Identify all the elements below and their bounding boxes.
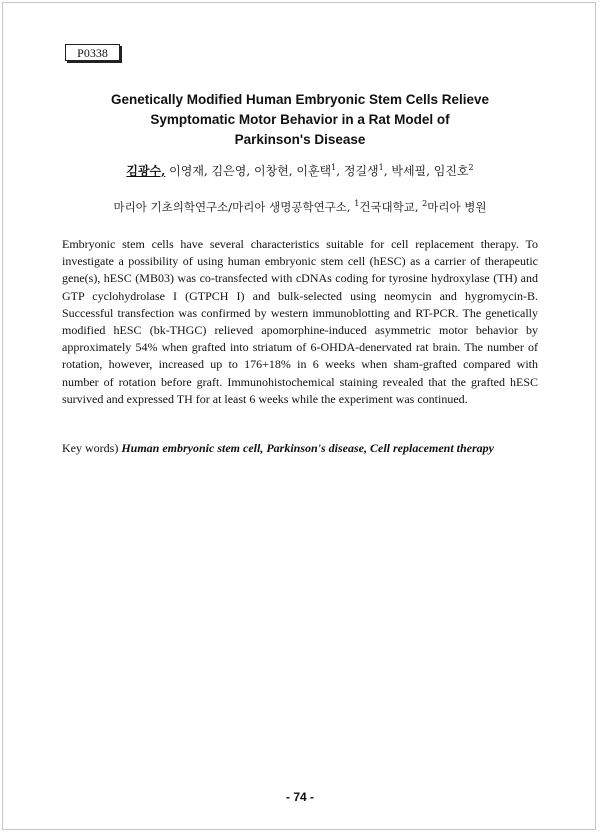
page-number: - 74 - [285, 790, 314, 804]
author-group-1: 이영재, 김은영, 이창현, 이훈택 [165, 164, 332, 178]
affiliation-mark-2: 2 [422, 199, 428, 209]
affiliation-2: 마리아 병원 [427, 200, 487, 214]
affiliation-main: 마리아 기초의학연구소/마리아 생명공학연구소, [113, 200, 355, 214]
author-affiliation-mark-1: 1 [331, 163, 337, 172]
author-list [40, 163, 560, 179]
author-group-2: , 정길생 [336, 164, 379, 178]
poster-id-box: P0338 [65, 44, 120, 61]
title-line-2: Symptomatic Motor Behavior in a Rat Model of [150, 112, 450, 127]
keywords-label: Key words) [62, 441, 122, 455]
affiliation-1: 건국대학교, [359, 200, 423, 214]
keywords-line [62, 440, 542, 456]
author-group-3: , 박세필, 임진호 [383, 164, 469, 178]
presenting-author: 김광수, [126, 164, 166, 178]
title-line-1: Genetically Modified Human Embryonic Stem Cells Relieve [110, 92, 490, 107]
abstract-body: Embryonic stem cells have several characteristics suitable for cell replacement therapy. To investigate a possibility of using human embryonic stem cell (hESC) as a carrier of therapeutic gene(s), hESC (MB03) was co-transfected with cDNAs coding for tyrosine hydroxylase (TH) and GTP cyclohydrolase I (GTPCH I) and bulk-selected using neomycin and hygromycin-B. Successful transfection was confirmed by western immunoblotting and RT-PCR. The genetically modified hESC (bk-THGC) relieved apomorphine-induced asymmetric motor behavior by approximately 54% when grafted into striatum of 6-OHDA-denervated rat brain. The number of rotation, however, increased up to 176+18% in 6 weeks when sham-grafted compared with number of rotation before graft. Immunohistochemical staining revealed that the grafted hESC survived and expressed TH for at least 6 weeks while the experiment was continued. [62, 237, 538, 406]
author-affiliation-mark-2: 1 [378, 163, 384, 172]
keywords-terms: Human embryonic stem cell, Parkinson's disease, Cell replacement therapy [121, 441, 494, 455]
affiliation-list [40, 199, 560, 215]
paper-title [60, 90, 540, 150]
author-affiliation-mark-3: 2 [468, 163, 474, 172]
title-line-3: Parkinson's Disease [234, 132, 366, 147]
affiliation-mark-1: 1 [354, 199, 360, 209]
